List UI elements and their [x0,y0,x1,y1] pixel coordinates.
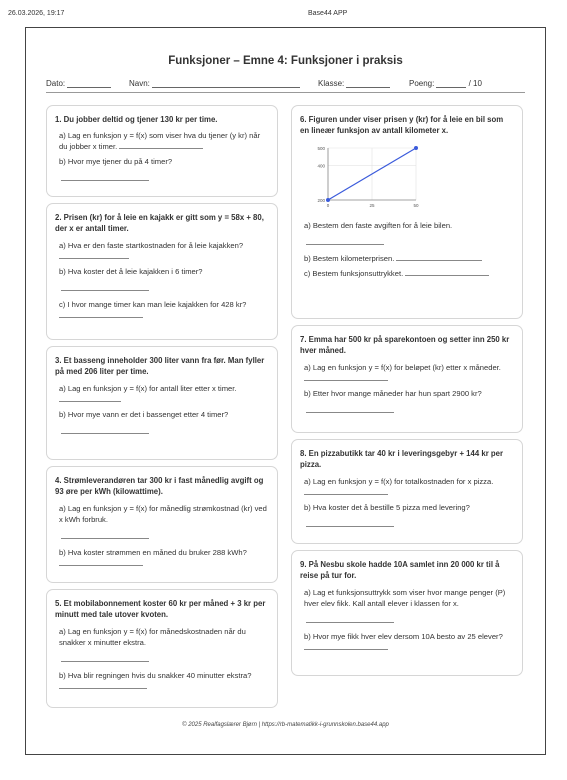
task-9b-answer-line[interactable] [304,642,388,650]
task-6b-text: b) Bestem kilometerprisen. [304,253,395,263]
task-2c-answer-line[interactable] [59,310,143,318]
task-9-title: 9. På Nesbu skole hadde 10A samlet inn 20 000 kr til å reise på tur for. [300,560,500,581]
task-3b-text: b) Hvor mye vann er det i bassenget etter 4 timer? [59,409,229,419]
task-6a-answer-line[interactable] [306,237,384,245]
task-3b-answer-line[interactable] [61,426,149,434]
task-3a-answer-line[interactable] [59,394,121,402]
task-1b-text: b) Hvor mye tjener du på 4 timer? [59,157,173,167]
x-tick-label: 25 [369,202,375,208]
print-app-name: Base44 APP [308,10,348,17]
task-4-card [46,466,278,583]
task-4b-text: b) Hva koster strømmen en måned du bruker 288 kWh? [59,547,247,557]
task-4b-answer-line[interactable] [59,558,143,566]
y-tick-label: 500 [317,145,325,151]
task-6-title: 6. Figuren under viser prisen y (kr) for å leie en bil som en lineær funksjon av antall kilometer x. [300,115,504,136]
page-title: Funksjoner – Emne 4: Funksjoner i praksis [168,55,403,67]
task-8a-answer-line[interactable] [304,487,388,495]
task-2b-answer-line[interactable] [61,283,149,291]
task-8b-answer-line[interactable] [306,519,394,527]
class-field[interactable]: Klasse: [318,79,390,88]
task-3-card [46,346,278,460]
task-7-title: 7. Emma har 500 kr på sparekontoen og setter inn 250 kr hver måned. [300,335,510,356]
task-3-title: 3. Et basseng inneholder 300 liter vann fra før. Man fyller på med 206 liter per time. [55,356,265,377]
task-2-card [46,203,278,340]
task-9b-text: b) Hvor mye fikk hver elev dersom 10A besto av 25 elever? [304,631,503,641]
task-8b-text: b) Hva koster det å bestille 5 pizza med levering? [304,502,470,512]
task-5-title: 5. Et mobilabonnement koster 60 kr per måned + 3 kr per minutt med tale utover kvoten. [55,599,266,620]
student-info-row [46,79,525,93]
task-2a-answer-line[interactable] [59,251,129,259]
task-1b-answer-line[interactable] [61,173,149,181]
task-6b-answer-line[interactable] [396,253,482,261]
task-9-card [291,550,523,676]
name-field[interactable]: Navn: [129,79,300,88]
x-tick-label: 0 [326,202,330,208]
task-2-title: 2. Prisen (kr) for å leie en kajakk er gitt som y = 58x + 80, der x er antall timer. [55,213,264,234]
task-1a-text: a) Lag en funksjon y = f(x) som viser hva du tjener (y kr) når du jobber x timer. [59,131,261,152]
task-4a-answer-line[interactable] [61,531,149,539]
task-4a-text: a) Lag en funksjon y = f(x) for månedlig strømkostnad (kr) ved x kWh forbruk. [59,503,267,524]
x-tick-label: 50 [413,202,419,208]
task-1-title: 1. Du jobber deltid og tjener 130 kr per time. [55,115,218,124]
data-point [326,198,330,202]
task-7a-text: a) Lag en funksjon y = f(x) for beløpet (kr) etter x måneder. [304,362,501,372]
task-1-card [46,105,278,197]
car-rental-chart [304,142,424,214]
date-field[interactable]: Dato: [46,79,111,88]
task-7b-text: b) Etter hvor mange måneder har hun spart 2900 kr? [304,388,482,398]
task-1a-answer-line[interactable] [119,141,203,149]
task-5-card [46,589,278,708]
print-timestamp: 26.03.2026, 19:17 [8,10,65,17]
task-7a-answer-line[interactable] [304,373,388,381]
task-5a-text: a) Lag en funksjon y = f(x) for månedskostnaden når du snakker x minutter ekstra. [59,626,246,647]
task-5b-answer-line[interactable] [59,681,147,689]
score-field[interactable]: Poeng: / 10 [409,79,482,88]
worksheet [25,27,546,755]
task-8-card [291,439,523,544]
task-2a-text: a) Hva er den faste startkostnaden for å leie kajakken? [59,240,244,250]
task-2c-text: c) I hvor mange timer kan man leie kajakken for 428 kr? [59,299,247,309]
task-2b-text: b) Hva koster det å leie kajakken i 6 timer? [59,266,203,276]
y-tick-label: 200 [317,197,325,203]
footer-credit: © 2025 Realfagslærer Bjørn | https://rb-matematikk-i-grunnskolen.base44.app [182,722,389,728]
y-tick-label: 400 [317,162,325,168]
task-8-title: 8. En pizzabutikk tar 40 kr i leveringsgebyr + 144 kr per pizza. [300,449,504,470]
task-7b-answer-line[interactable] [306,405,394,413]
task-6a-text: a) Bestem den faste avgiften for å leie bilen. [304,220,453,230]
task-3a-text: a) Lag en funksjon y = f(x) for antall liter etter x timer. [59,383,237,393]
task-6c-answer-line[interactable] [405,268,489,276]
task-8a-text: a) Lag en funksjon y = f(x) for totalkostnaden for x pizza. [304,476,494,486]
task-5a-answer-line[interactable] [61,654,149,662]
data-point [414,146,418,150]
task-9a-text: a) Lag et funksjonsuttrykk som viser hvor mange penger (P) hver elev fikk. Kall antall elever i klassen for x. [304,587,506,608]
task-6c-text: c) Bestem funksjonsuttrykket. [304,268,404,278]
task-7-card [291,325,523,433]
task-9a-answer-line[interactable] [306,615,394,623]
task-5b-text: b) Hva blir regningen hvis du snakker 40 minutter ekstra? [59,670,252,680]
task-6-card [291,105,523,319]
task-4-title: 4. Strømleverandøren tar 300 kr i fast månedlig avgift og 93 øre per kWh (kilowattime). [55,476,264,497]
